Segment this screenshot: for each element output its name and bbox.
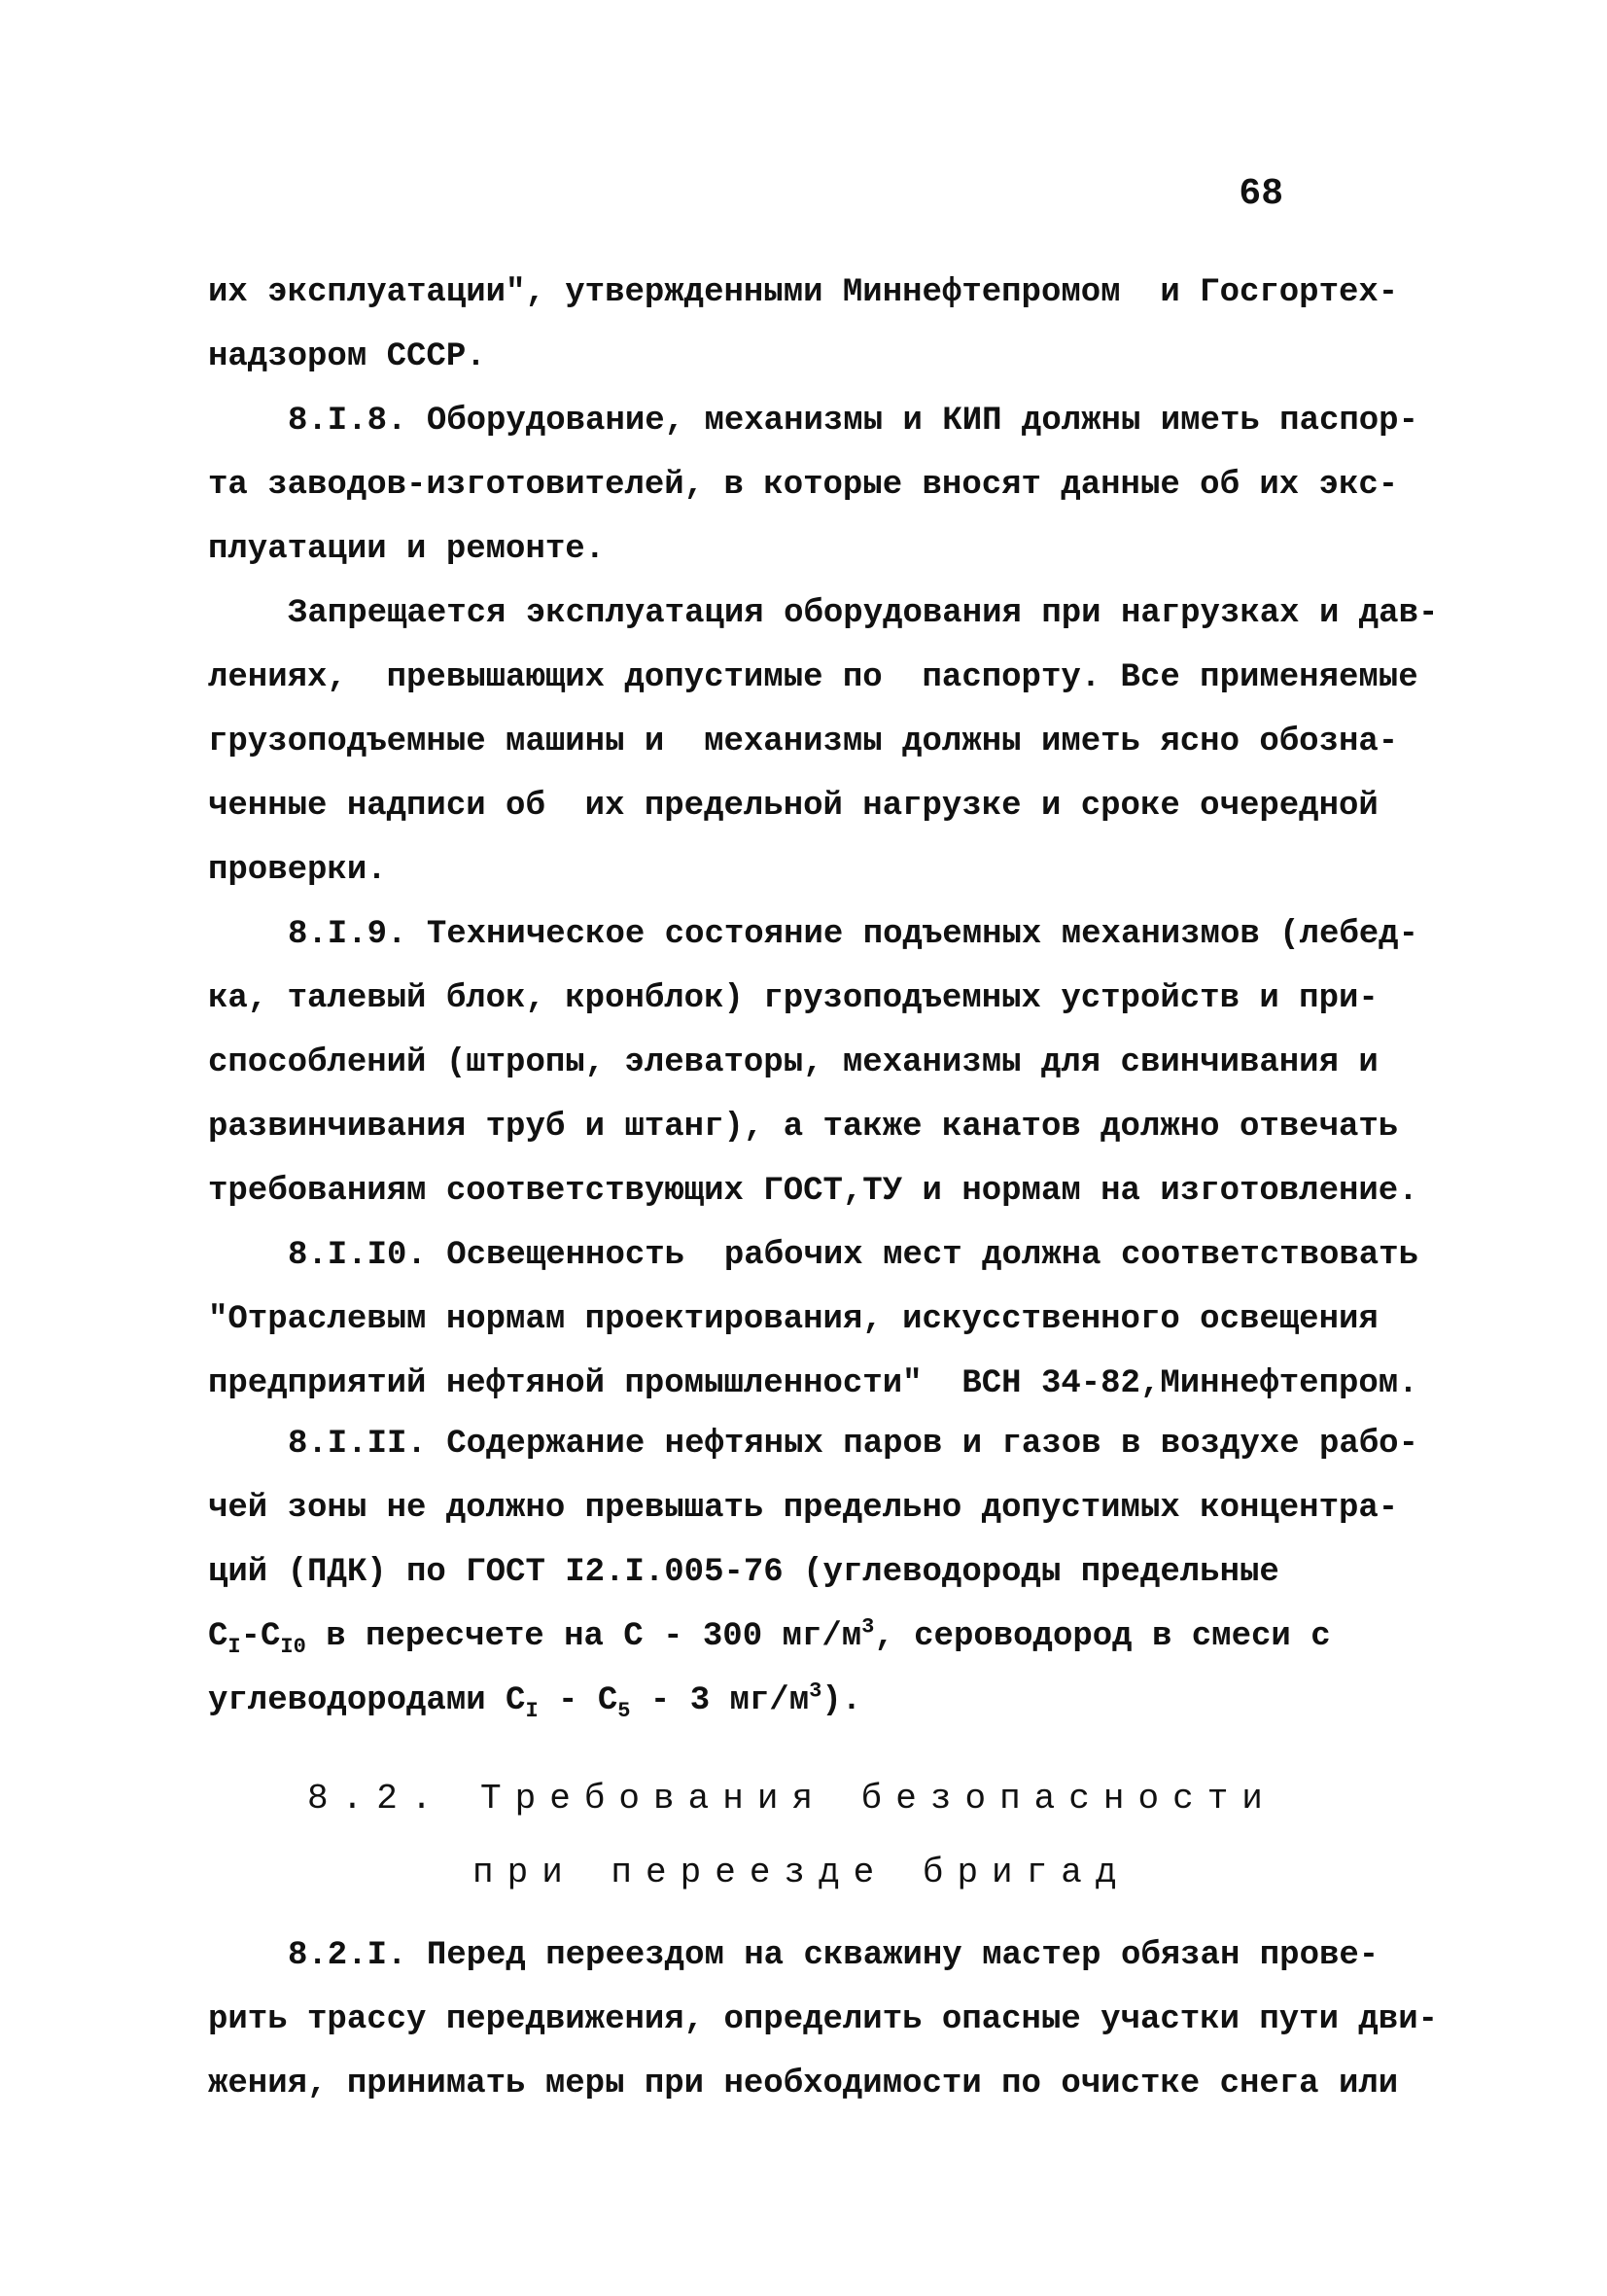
document-body-continued (208, 1412, 1418, 1733)
formula-subscript: I0 (280, 1634, 306, 1659)
formula-text: -C (240, 1618, 281, 1655)
section-heading-line: 8.2. Требования безопасности (307, 1779, 1276, 1819)
formula-text: C (208, 1618, 228, 1655)
body-line: Запрещается эксплуатация оборудования при нагрузках и дав- (288, 595, 1439, 632)
section-heading (208, 1762, 1404, 1910)
formula-line (208, 1605, 1404, 1669)
formula-superscript: 3 (861, 1614, 875, 1640)
body-line: 8.I.9. Техническое состояние подъемных механизмов (лебед- (288, 916, 1418, 953)
body-line: 8.I.8. Оборудование, механизмы и КИП должны иметь паспор- (288, 403, 1418, 440)
document-body-final (208, 1924, 1439, 2116)
body-line: 8.I.I0. Освещенность рабочих мест должна соответствовать (288, 1237, 1418, 1274)
formula-text: в пересчете на С - 300 мг/м (305, 1618, 862, 1655)
body-line: способлений (штропы, элеваторы, механизмы для свинчивания и (208, 1044, 1379, 1081)
formula-text: ). (821, 1682, 862, 1719)
formula-superscript: 3 (809, 1678, 822, 1704)
formula-text: , сероводород в смеси с (874, 1618, 1331, 1655)
document-body (208, 261, 1439, 1416)
body-line: та заводов-изготовителей, в которые вносят данные об их экс- (208, 467, 1399, 504)
body-line: грузоподъемные машины и механизмы должны иметь ясно обозна- (208, 724, 1399, 760)
formula-line (208, 1669, 1404, 1733)
body-line: рить трассу передвижения, определить опасные участки пути дви- (208, 2001, 1439, 2038)
body-line: ченные надписи об их предельной нагрузке и сроке очередной (208, 788, 1379, 825)
body-line: развинчивания труб и штанг), а также канатов должно отвечать (208, 1109, 1399, 1146)
formula-subscript: I (525, 1698, 539, 1723)
formula-text: - 3 мг/м (630, 1682, 810, 1719)
page-number: 68 (1239, 173, 1283, 215)
body-line: ций (ПДК) по ГОСТ I2.I.005-76 (углеводороды предельные (208, 1554, 1279, 1591)
body-line: их эксплуатации", утвержденными Миннефтепромом и Госгортех- (208, 274, 1399, 311)
body-line: 8.2.I. Перед переездом на скважину мастер обязан прове- (288, 1937, 1380, 1974)
body-line: требованиям соответствующих ГОСТ,ТУ и нормам на изготовление. (208, 1173, 1418, 1210)
section-heading-line: при переезде бригад (472, 1853, 1131, 1892)
body-line: 8.I.II. Содержание нефтяных паров и газов в воздухе рабо- (288, 1426, 1418, 1463)
formula-text: - C (538, 1682, 618, 1719)
body-line: ка, талевый блок, кронблок) грузоподъемных устройств и при- (208, 980, 1379, 1017)
body-line: "Отраслевым нормам проектирования, искусственного освещения (208, 1301, 1379, 1338)
formula-subscript: I (227, 1634, 241, 1659)
body-line: надзором СССР. (208, 338, 486, 375)
body-line: проверки. (208, 852, 387, 889)
formula-subscript: 5 (617, 1698, 631, 1723)
body-line: предприятий нефтяной промышленности" ВСН 34-82,Миннефтепром. (208, 1365, 1418, 1402)
body-line: плуатации и ремонте. (208, 531, 606, 568)
body-line: лениях, превышающих допустимые по паспорту. Все применяемые (208, 659, 1418, 696)
formula-text: углеводородами C (208, 1682, 526, 1719)
body-line: жения, принимать меры при необходимости по очистке снега или (208, 2066, 1399, 2102)
body-line: чей зоны не должно превышать предельно допустимых концентра- (208, 1490, 1399, 1527)
